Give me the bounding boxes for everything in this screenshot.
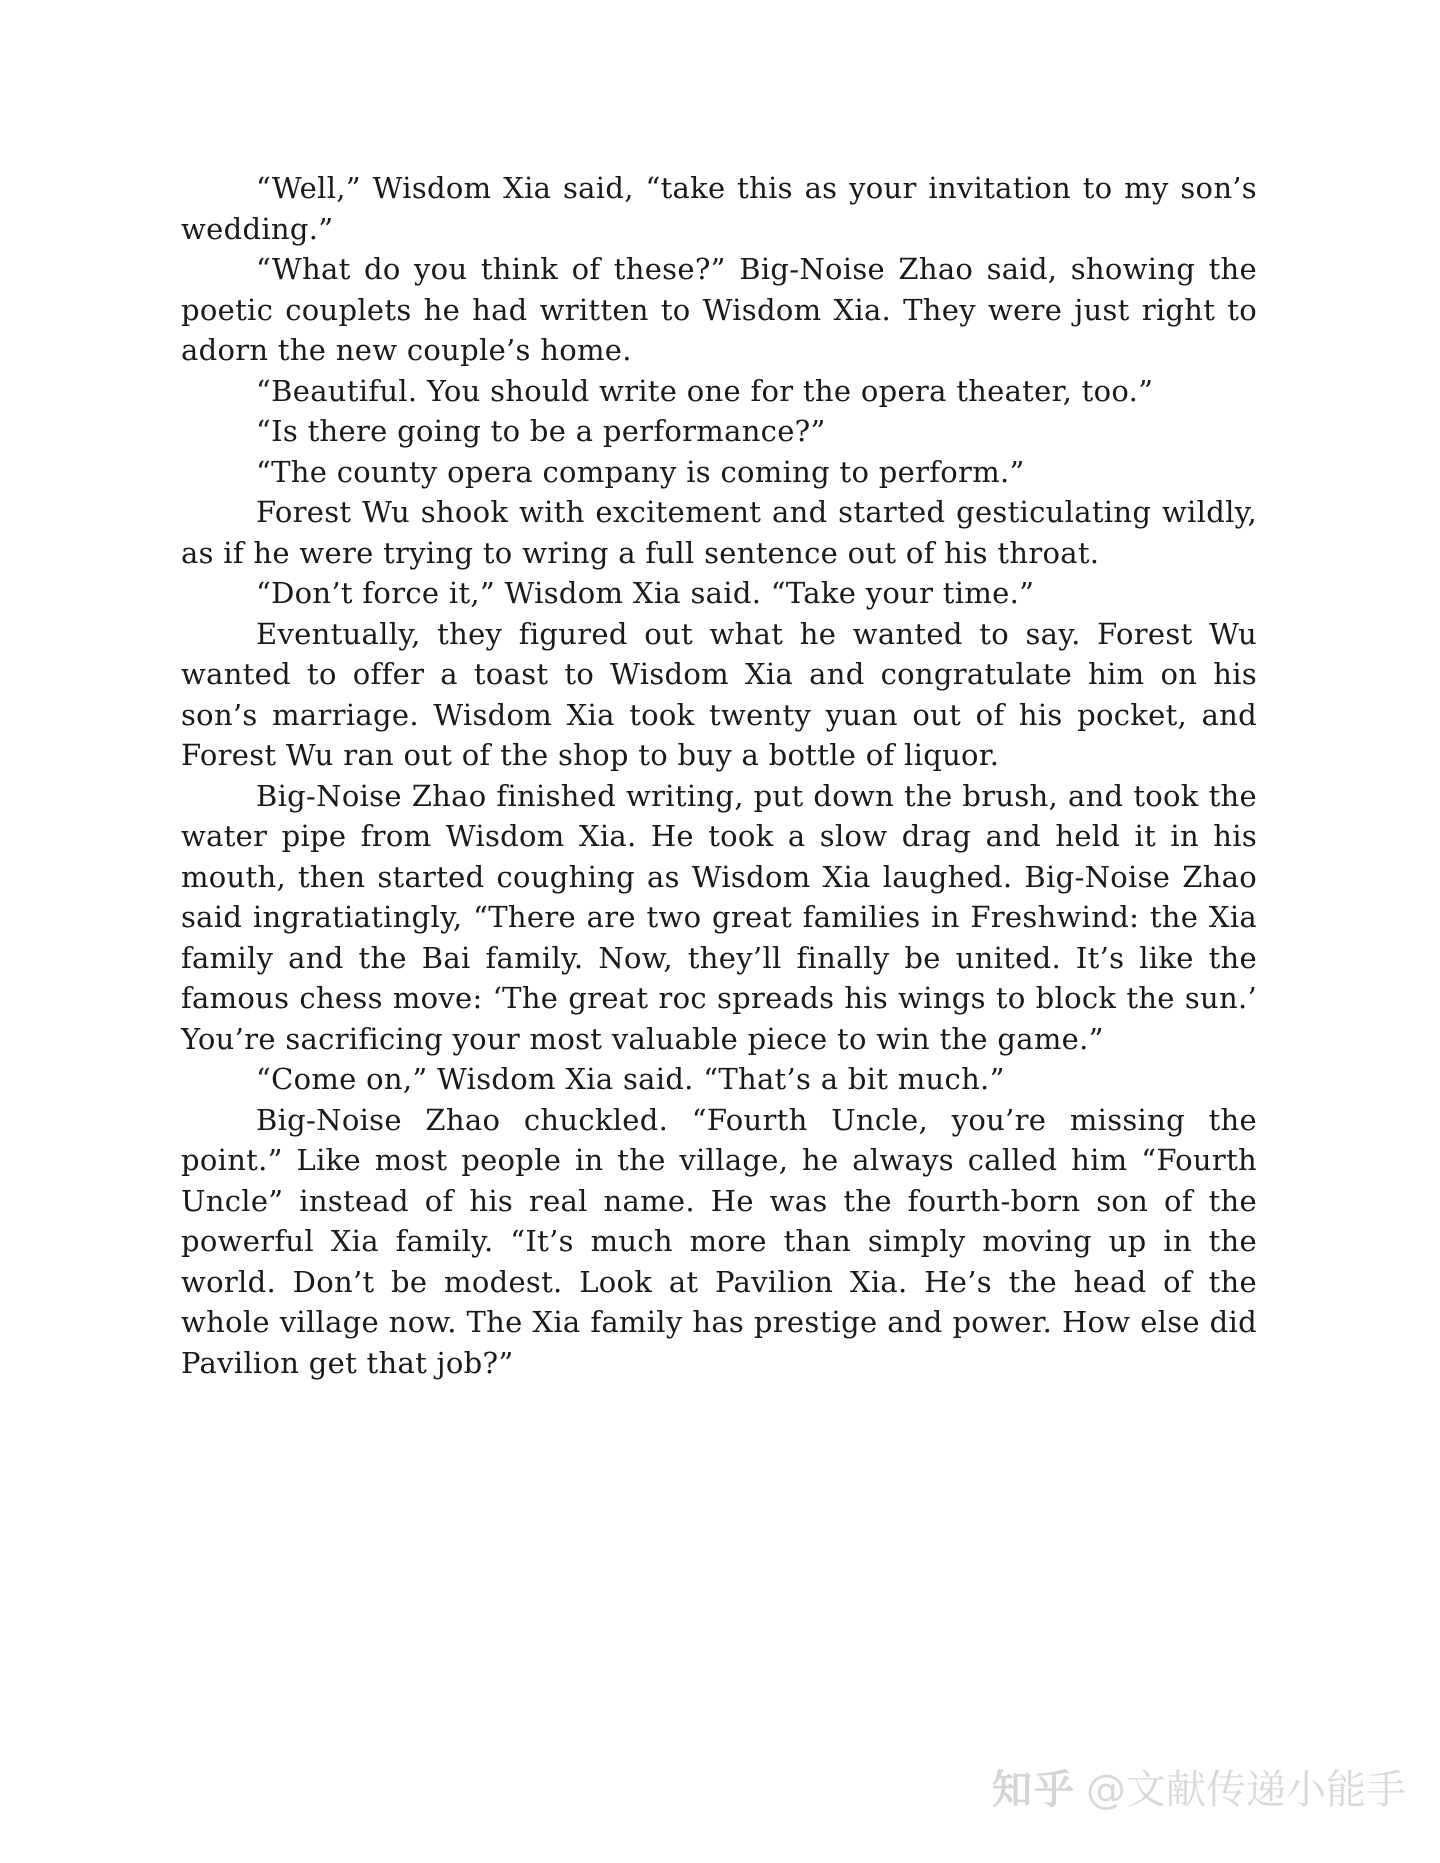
- watermark-brand: 知乎: [992, 1767, 1076, 1813]
- paragraph: Big-Noise Zhao chuckled. “Fourth Uncle, you’re missing the point.” Like most people in the village, he always called him “Fourth Uncle” instead of his real name. He was the fourth-born son of the powerful Xia family. “It’s much more than simply moving up in the world. Don’t be modest. Look at Pavilion Xia. He’s the head of the whole village now. The Xia family has prestige and power. How else did Pavilion get that job?”: [181, 1102, 1257, 1380]
- paragraph: “Don’t force it,” Wisdom Xia said. “Take your time.”: [256, 576, 1035, 610]
- body-text: [181, 168, 1257, 1383]
- paragraph: Big-Noise Zhao finished writing, put down the brush, and took the water pipe from Wisdom Xia. He took a slow drag and held it in his mouth, then started coughing as Wisdom Xia laughed. Big-Noise Zhao said ingratiatingly, “There are two great families in Freshwind: the Xia family and the Bai family. Now, they’ll finally be united. It’s like the famous chess move: ‘The great roc spreads his wings to block the sun.’ You’re sacrificing your most valuable piece to win the game.”: [181, 778, 1257, 1056]
- paragraph: “Beautiful. You should write one for the opera theater, too.”: [256, 373, 1154, 408]
- paragraph: Forest Wu shook with excitement and started gesticulating wildly, as if he were trying to wring a full sentence out of his throat.: [181, 495, 1257, 570]
- watermark-handle: @文献传递小能手: [1086, 1767, 1406, 1813]
- watermark: [992, 1758, 1406, 1815]
- paragraph: “What do you think of these?” Big-Noise Zhao said, showing the poetic couplets he had written to Wisdom Xia. They were just right to adorn the new couple’s home.: [181, 252, 1257, 367]
- paragraph: “Is there going to be a performance?”: [256, 414, 826, 448]
- paragraph: Eventually, they figured out what he wanted to say. Forest Wu wanted to offer a toast to Wisdom Xia and congratulate him on his son’s marriage. Wisdom Xia took twenty yuan out of his pocket, and Forest Wu ran out of the shop to buy a bottle of liquor.: [181, 616, 1257, 772]
- paragraph: “The county opera company is coming to perform.”: [256, 454, 1025, 489]
- paragraph: “Well,” Wisdom Xia said, “take this as your invitation to my son’s wedding.”: [181, 171, 1257, 246]
- paragraph: “Come on,” Wisdom Xia said. “That’s a bit much.”: [256, 1062, 1005, 1096]
